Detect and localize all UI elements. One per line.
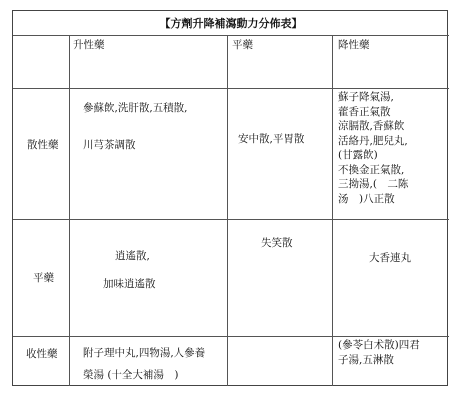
header-descending: 降性藥 [338,39,370,51]
cell-san-neutral: 安中散,平胃散 [238,133,305,145]
row-divider [13,88,449,89]
cell-shou-descending [338,338,420,367]
cell-line: 蘇子降氣湯, [338,91,394,103]
row-label-shou: 收性藥 [26,348,58,360]
cell-line: 三拗湯,( 二陈 [338,178,409,190]
cell-ping-ascending-line2: 加味逍遙散 [103,278,156,290]
header-neutral: 平藥 [232,39,253,51]
cell-line: 活絡丹,肥兒丸, [338,134,408,147]
cell-ping-ascending-line1: 逍遙散, [115,250,150,262]
row-divider [13,336,449,337]
cell-line: 藿香正氣散 [338,105,391,118]
cell-ping-descending: 大香連丸 [369,252,411,264]
cell-line: (甘露飲) [338,149,378,161]
col-divider [332,35,333,386]
cell-san-descending [338,90,408,206]
cell-shou-ascending-line1: 附子理中丸,四物湯,人參養 [83,347,206,359]
col-divider [69,35,70,386]
row-label-ping: 平藥 [33,272,54,284]
table-title: 【方劑升降補瀉動力分佈表】 [159,17,303,30]
cell-line: (參苓白术散)四君 [338,339,420,351]
header-ascending: 升性藥 [73,39,105,51]
cell-san-ascending-line2: 川芎茶調散 [83,139,136,151]
cell-san-ascending-line1: 參蘇飲,洗肝散,五積散, [83,102,188,114]
cell-ping-neutral: 失笑散 [261,237,293,249]
cell-line: 汤 )八正散 [338,192,395,205]
row-divider [13,219,449,220]
row-label-san: 散性藥 [27,139,59,151]
col-divider [227,35,228,386]
formula-distribution-table [12,10,448,386]
cell-line: 不換金正氣散, [338,163,405,176]
row-divider [13,35,449,36]
cell-shou-ascending-line2: 榮湯 (十全大補湯 ) [83,369,179,381]
cell-line: 涼膈散,香蘇飲 [338,120,405,132]
cell-line: 子湯,五淋散 [338,353,394,366]
